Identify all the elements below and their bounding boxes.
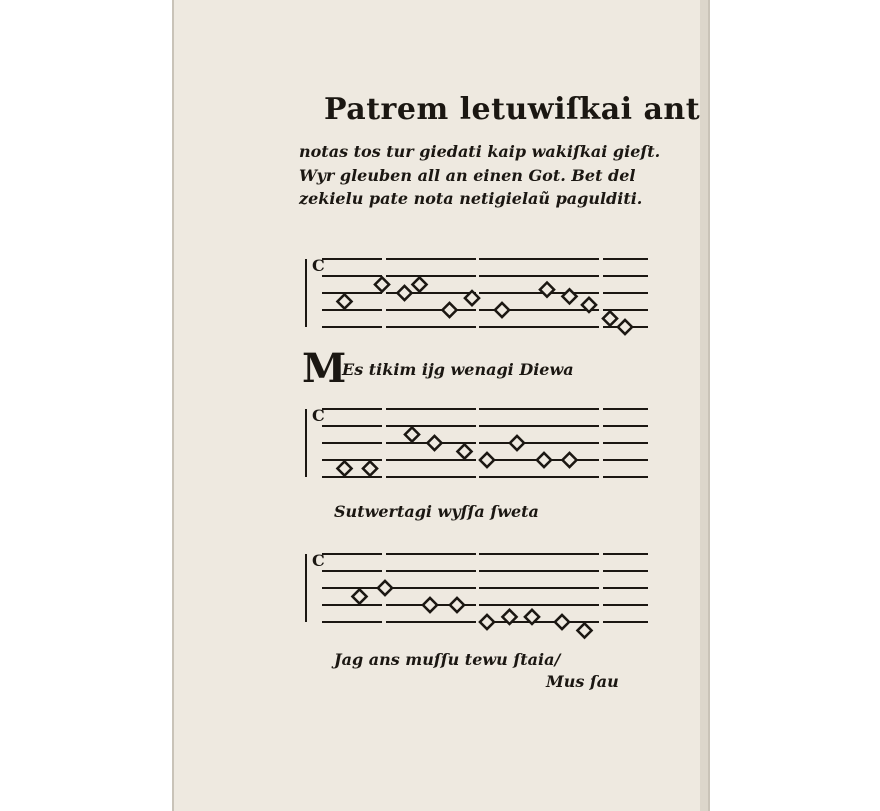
note: [555, 615, 569, 629]
catchword: Mus ſau: [546, 672, 619, 691]
lyric-line-1: Es tikim ijg wenagi Diewa: [342, 360, 574, 379]
lyric-initial-letter: M: [302, 345, 347, 392]
note: [603, 311, 617, 325]
book-page: [172, 0, 710, 811]
note: [450, 598, 464, 612]
music-staff-2: [300, 395, 652, 495]
note: [397, 286, 411, 300]
note: [363, 461, 377, 475]
clef-symbol: C: [312, 256, 325, 275]
intro-line-3: zekielu pate nota netigielaũ pagulditi.: [299, 189, 643, 208]
note: [577, 623, 591, 637]
note: [562, 289, 576, 303]
lyric-line-2: Sutwertagi wyſſa ſweta: [334, 502, 539, 521]
note: [480, 453, 494, 467]
note: [562, 453, 576, 467]
music-staff-1: [300, 245, 652, 345]
note: [427, 436, 441, 450]
note: [337, 461, 351, 475]
note: [423, 598, 437, 612]
note: [375, 277, 389, 291]
music-staff-3: [300, 540, 652, 640]
note: [540, 283, 554, 297]
note: [510, 436, 524, 450]
note: [337, 294, 351, 308]
intro-line-1: notas tos tur giedati kaip wakiſkai gieſt.: [299, 142, 661, 161]
note: [618, 320, 632, 334]
note: [442, 303, 456, 317]
lyric-line-3: Jag ans muſſu tewu ſtaia/: [334, 650, 561, 669]
note: [378, 581, 392, 595]
clef-symbol: C: [312, 551, 325, 570]
clef-symbol: C: [312, 406, 325, 425]
page-heading: Patrem letuwiſkai ant: [324, 92, 701, 127]
note: [405, 427, 419, 441]
note: [495, 303, 509, 317]
note: [352, 589, 366, 603]
note: [457, 444, 471, 458]
note: [480, 615, 494, 629]
note: [537, 453, 551, 467]
page-edge: [700, 0, 708, 811]
note: [412, 277, 426, 291]
intro-line-2: Wyr gleuben all an einen Got. Bet del: [299, 166, 636, 185]
